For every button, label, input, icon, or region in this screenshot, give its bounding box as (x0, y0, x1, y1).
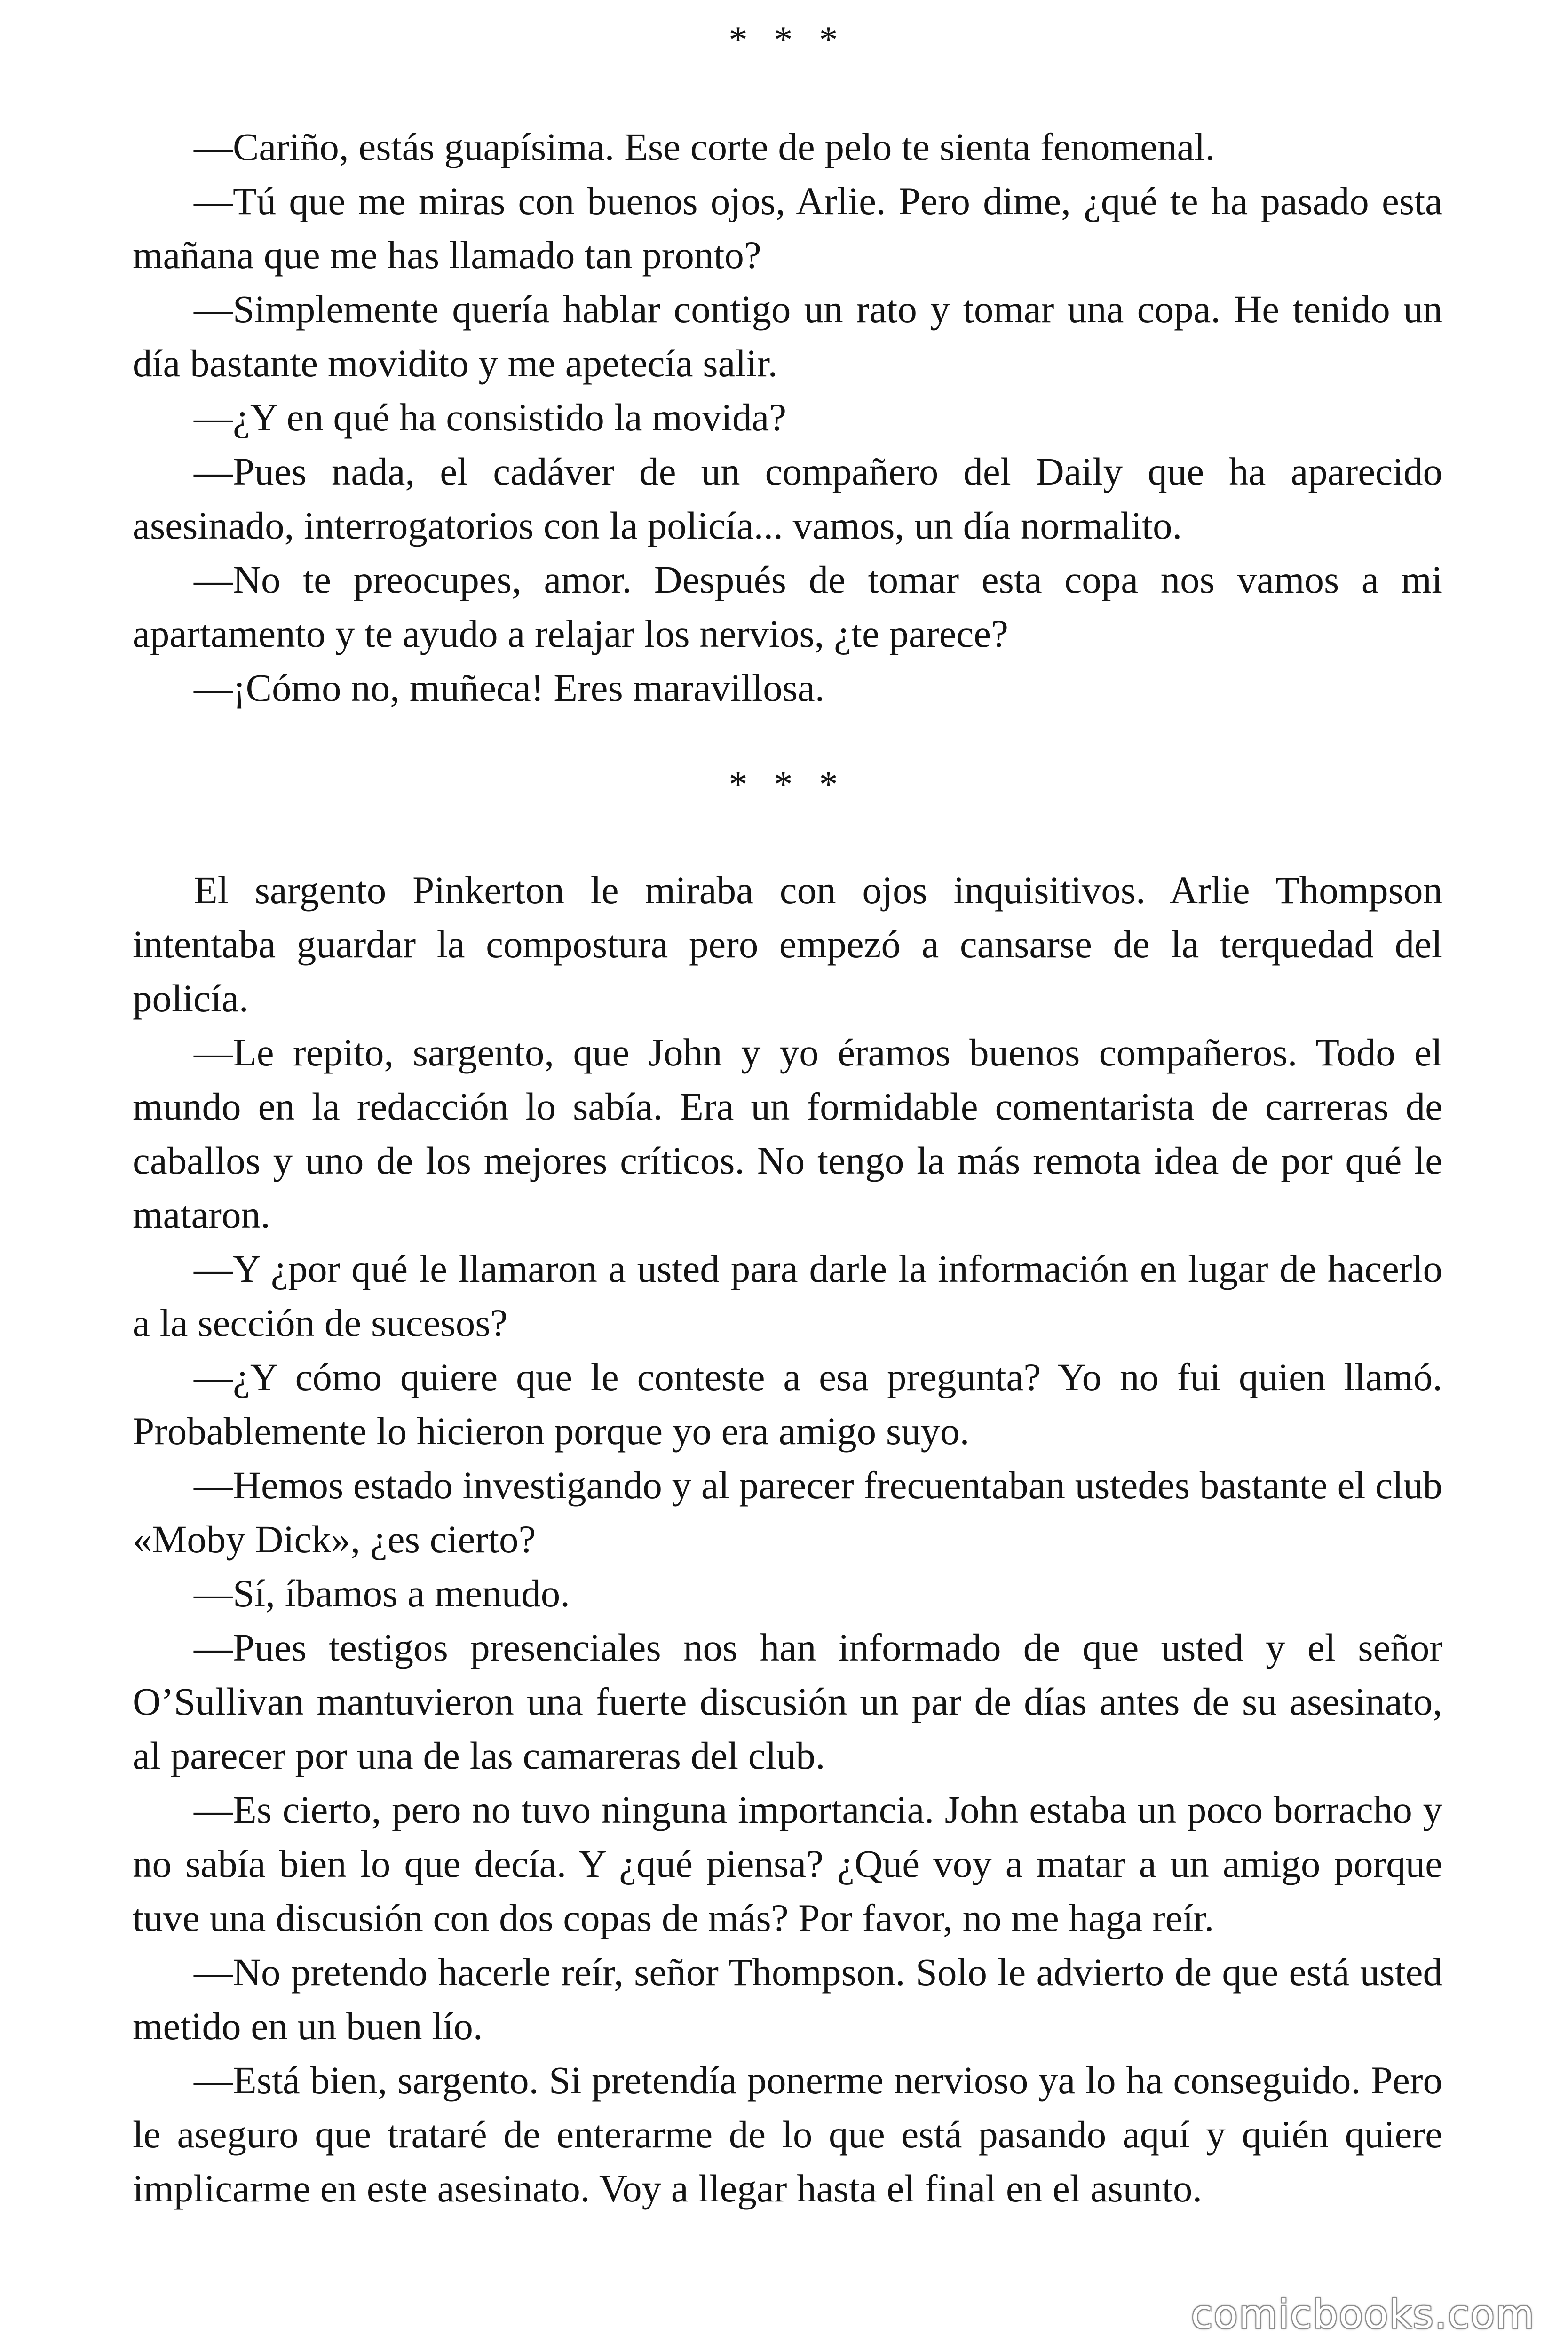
paragraph: —Es cierto, pero no tuvo ninguna importancia. John estaba un poco borracho y no sabía bien lo que decía. Y ¿qué piensa? ¿Qué voy a matar a un amigo porque tuve una discusión con dos copas de más? Por favor, no me haga reír. (133, 1788, 1442, 1939)
paragraph: El sargento Pinkerton le miraba con ojos inquisitivos. Arlie Thompson intentaba guardar la compostura pero empezó a cansarse de la terquedad del policía. (133, 868, 1442, 1020)
paragraph: —Pues testigos presenciales nos han informado de que usted y el señor O’Sullivan mantuvieron una fuerte discusión un par de días antes de su asesinato, al parecer por una de las camareras del club. (133, 1626, 1442, 1777)
section-dialogue-1 (133, 120, 1442, 715)
paragraph: —Le repito, sargento, que John y yo éramos buenos compañeros. Todo el mundo en la redacción lo sabía. Era un formidable comentarista de carreras de caballos y uno de los mejores críticos. No tengo la más remota idea de por qué le mataron. (133, 1031, 1442, 1236)
paragraph: —Hemos estado investigando y al parecer frecuentaban ustedes bastante el club «Moby Dick», ¿es cierto? (133, 1463, 1442, 1561)
paragraph: —¡Cómo no, muñeca! Eres maravillosa. (194, 666, 825, 709)
paragraph: —Cariño, estás guapísima. Ese corte de pelo te sienta fenomenal. (194, 125, 1215, 168)
paragraph: —Está bien, sargento. Si pretendía ponerme nervioso ya lo ha conseguido. Pero le aseguro que trataré de enterarme de lo que está pasando aquí y quién quiere implicarme en este asesinato. Voy a llegar hasta el final en el asunto. (133, 2058, 1442, 2210)
book-page (133, 0, 1442, 2352)
paragraph: —Y ¿por qué le llamaron a usted para darle la información en lugar de hacerlo a la sección de sucesos? (133, 1247, 1442, 1344)
paragraph: —No te preocupes, amor. Después de tomar esta copa nos vamos a mi apartamento y te ayudo a relajar los nervios, ¿te parece? (133, 558, 1442, 655)
scene-separator-top: * * * (729, 19, 847, 61)
paragraph: —¿Y en qué ha consistido la movida? (194, 396, 787, 439)
scene-separator-middle: * * * (729, 764, 847, 805)
watermark-logo: comicbooks.com (1191, 2291, 1535, 2337)
paragraph: —¿Y cómo quiere que le conteste a esa pregunta? Yo no fui quien llamó. Probablemente lo hicieron porque yo era amigo suyo. (133, 1355, 1442, 1453)
paragraph: —Simplemente quería hablar contigo un rato y tomar una copa. He tenido un día bastante movidito y me apetecía salir. (133, 287, 1442, 385)
paragraph: —Tú que me miras con buenos ojos, Arlie. Pero dime, ¿qué te ha pasado esta mañana que me has llamado tan pronto? (133, 179, 1442, 277)
section-interrogation (133, 863, 1442, 2216)
paragraph: —Pues nada, el cadáver de un compañero del Daily que ha aparecido asesinado, interrogatorios con la policía... vamos, un día normalito. (133, 450, 1442, 547)
paragraph: —Sí, íbamos a menudo. (194, 1572, 570, 1615)
paragraph: —No pretendo hacerle reír, señor Thompson. Solo le advierto de que está usted metido en un buen lío. (133, 1950, 1442, 2048)
